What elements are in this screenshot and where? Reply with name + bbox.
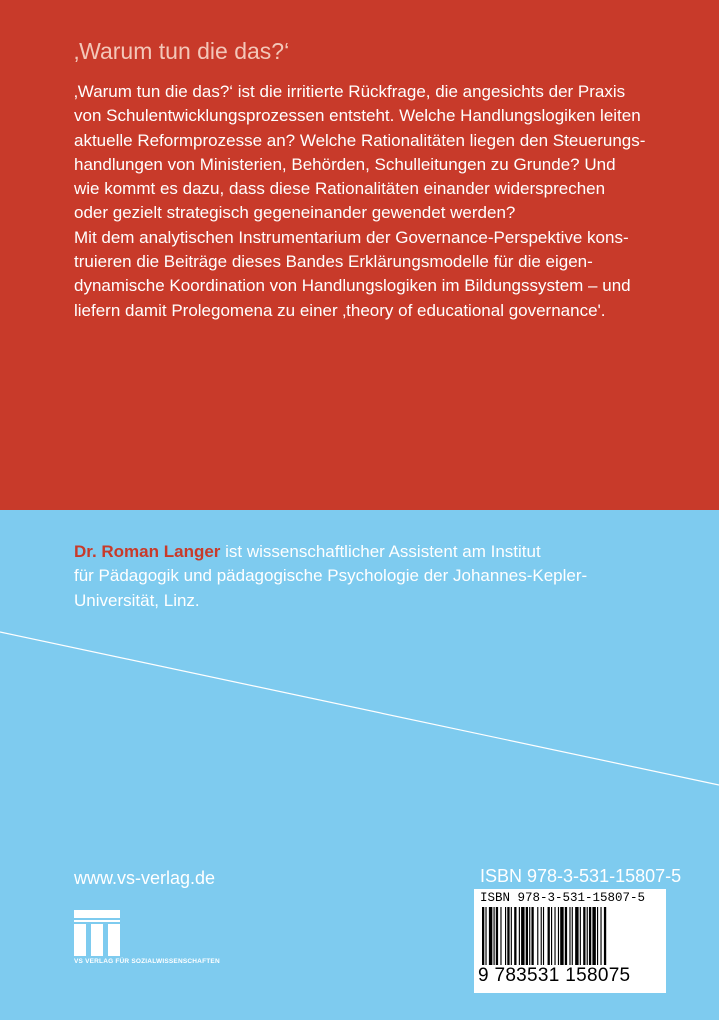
- blurb-line: Mit dem analytischen Instrumentarium der Governance-Perspektive kons-: [74, 227, 629, 247]
- barcode-bar: [572, 907, 573, 965]
- barcode-bar: [494, 907, 495, 965]
- barcode-bar: [543, 907, 544, 965]
- barcode-bar: [604, 907, 606, 965]
- barcode-bar: [537, 907, 538, 965]
- blurb-line: oder gezielt strategisch gegeneinander gewendet werden?: [74, 203, 516, 223]
- barcode-bar: [592, 907, 595, 965]
- cover-title: ‚Warum tun die das?‘: [74, 38, 290, 64]
- barcode: [474, 889, 666, 993]
- publisher-logo-text: VS VERLAG FÜR SOZIALWISSENSCHAFTEN: [74, 958, 220, 965]
- barcode-bar: [482, 907, 484, 965]
- barcode-bar: [489, 907, 492, 965]
- author-bio-line: für Pädagogik und pädagogische Psychologie der Johannes-Kepler-: [74, 566, 588, 586]
- barcode-bar: [589, 907, 591, 965]
- blurb-line: truieren die Beiträge dieses Bandes Erklärungsmodelle für die eigen-: [74, 252, 593, 272]
- barcode-bar: [505, 907, 506, 965]
- isbn-label: ISBN 978-3-531-15807-5: [480, 866, 682, 886]
- barcode-bar: [507, 907, 509, 965]
- barcode-bar: [565, 907, 567, 965]
- blurb-line: aktuelle Reformprozesse an? Welche Rationalitäten liegen den Steuerungs-: [74, 130, 646, 150]
- barcode-digits: 9 783531 158075: [478, 965, 631, 986]
- barcode-bar: [500, 907, 501, 965]
- barcode-bars: [480, 907, 660, 965]
- barcode-bar: [600, 907, 601, 965]
- barcode-bar: [554, 907, 555, 965]
- blurb-line: ‚Warum tun die das?‘ ist die irritierte Rückfrage, die angesichts der Praxis: [74, 82, 626, 101]
- blurb-line: dynamische Koordination von Handlungslogiken im Bildungssystem – und: [74, 276, 631, 296]
- barcode-bar: [575, 907, 578, 965]
- blurb-line: liefern damit Prolegomena zu einer ‚theory of educational governance'.: [74, 300, 606, 320]
- barcode-bar: [519, 907, 520, 965]
- barcode-bar: [597, 907, 598, 965]
- barcode-bar: [548, 907, 550, 965]
- blurb-text: [74, 80, 674, 323]
- author-bio-line: Universität, Linz.: [74, 590, 200, 610]
- barcode-bar: [514, 907, 516, 965]
- barcode-bar: [558, 907, 559, 965]
- publisher-logo-icon: [74, 910, 120, 956]
- barcode-bar: [541, 907, 542, 965]
- barcode-bar: [551, 907, 552, 965]
- barcode-bar: [587, 907, 588, 965]
- author-name: Dr. Roman Langer: [74, 542, 221, 561]
- diagonal-line: [0, 620, 719, 790]
- publisher-url: www.vs-verlag.de: [74, 868, 216, 888]
- barcode-caption: ISBN 978-3-531-15807-5: [480, 891, 646, 905]
- barcode-bar: [485, 907, 486, 965]
- author-bio-text: ist wissenschaftlicher Assistent am Institut: [220, 542, 541, 561]
- blurb-line: von Schulentwicklungsprozessen entsteht. Welche Handlungslogiken leiten: [74, 106, 641, 126]
- barcode-bar: [496, 907, 498, 965]
- barcode-bar: [560, 907, 563, 965]
- barcode-bar: [580, 907, 581, 965]
- barcode-bar: [531, 907, 533, 965]
- author-bio: [74, 540, 674, 613]
- barcode-bar: [511, 907, 512, 965]
- barcode-bar: [521, 907, 524, 965]
- author-bio-line: [74, 540, 674, 564]
- barcode-bar: [583, 907, 585, 965]
- barcode-bar: [526, 907, 528, 965]
- blurb-line: handlungen von Ministerien, Behörden, Schulleitungen zu Grunde? Und: [74, 154, 616, 174]
- blurb-line: wie kommt es dazu, dass diese Rationalitäten einander widersprechen: [74, 179, 606, 199]
- barcode-bar: [529, 907, 530, 965]
- barcode-bar: [569, 907, 570, 965]
